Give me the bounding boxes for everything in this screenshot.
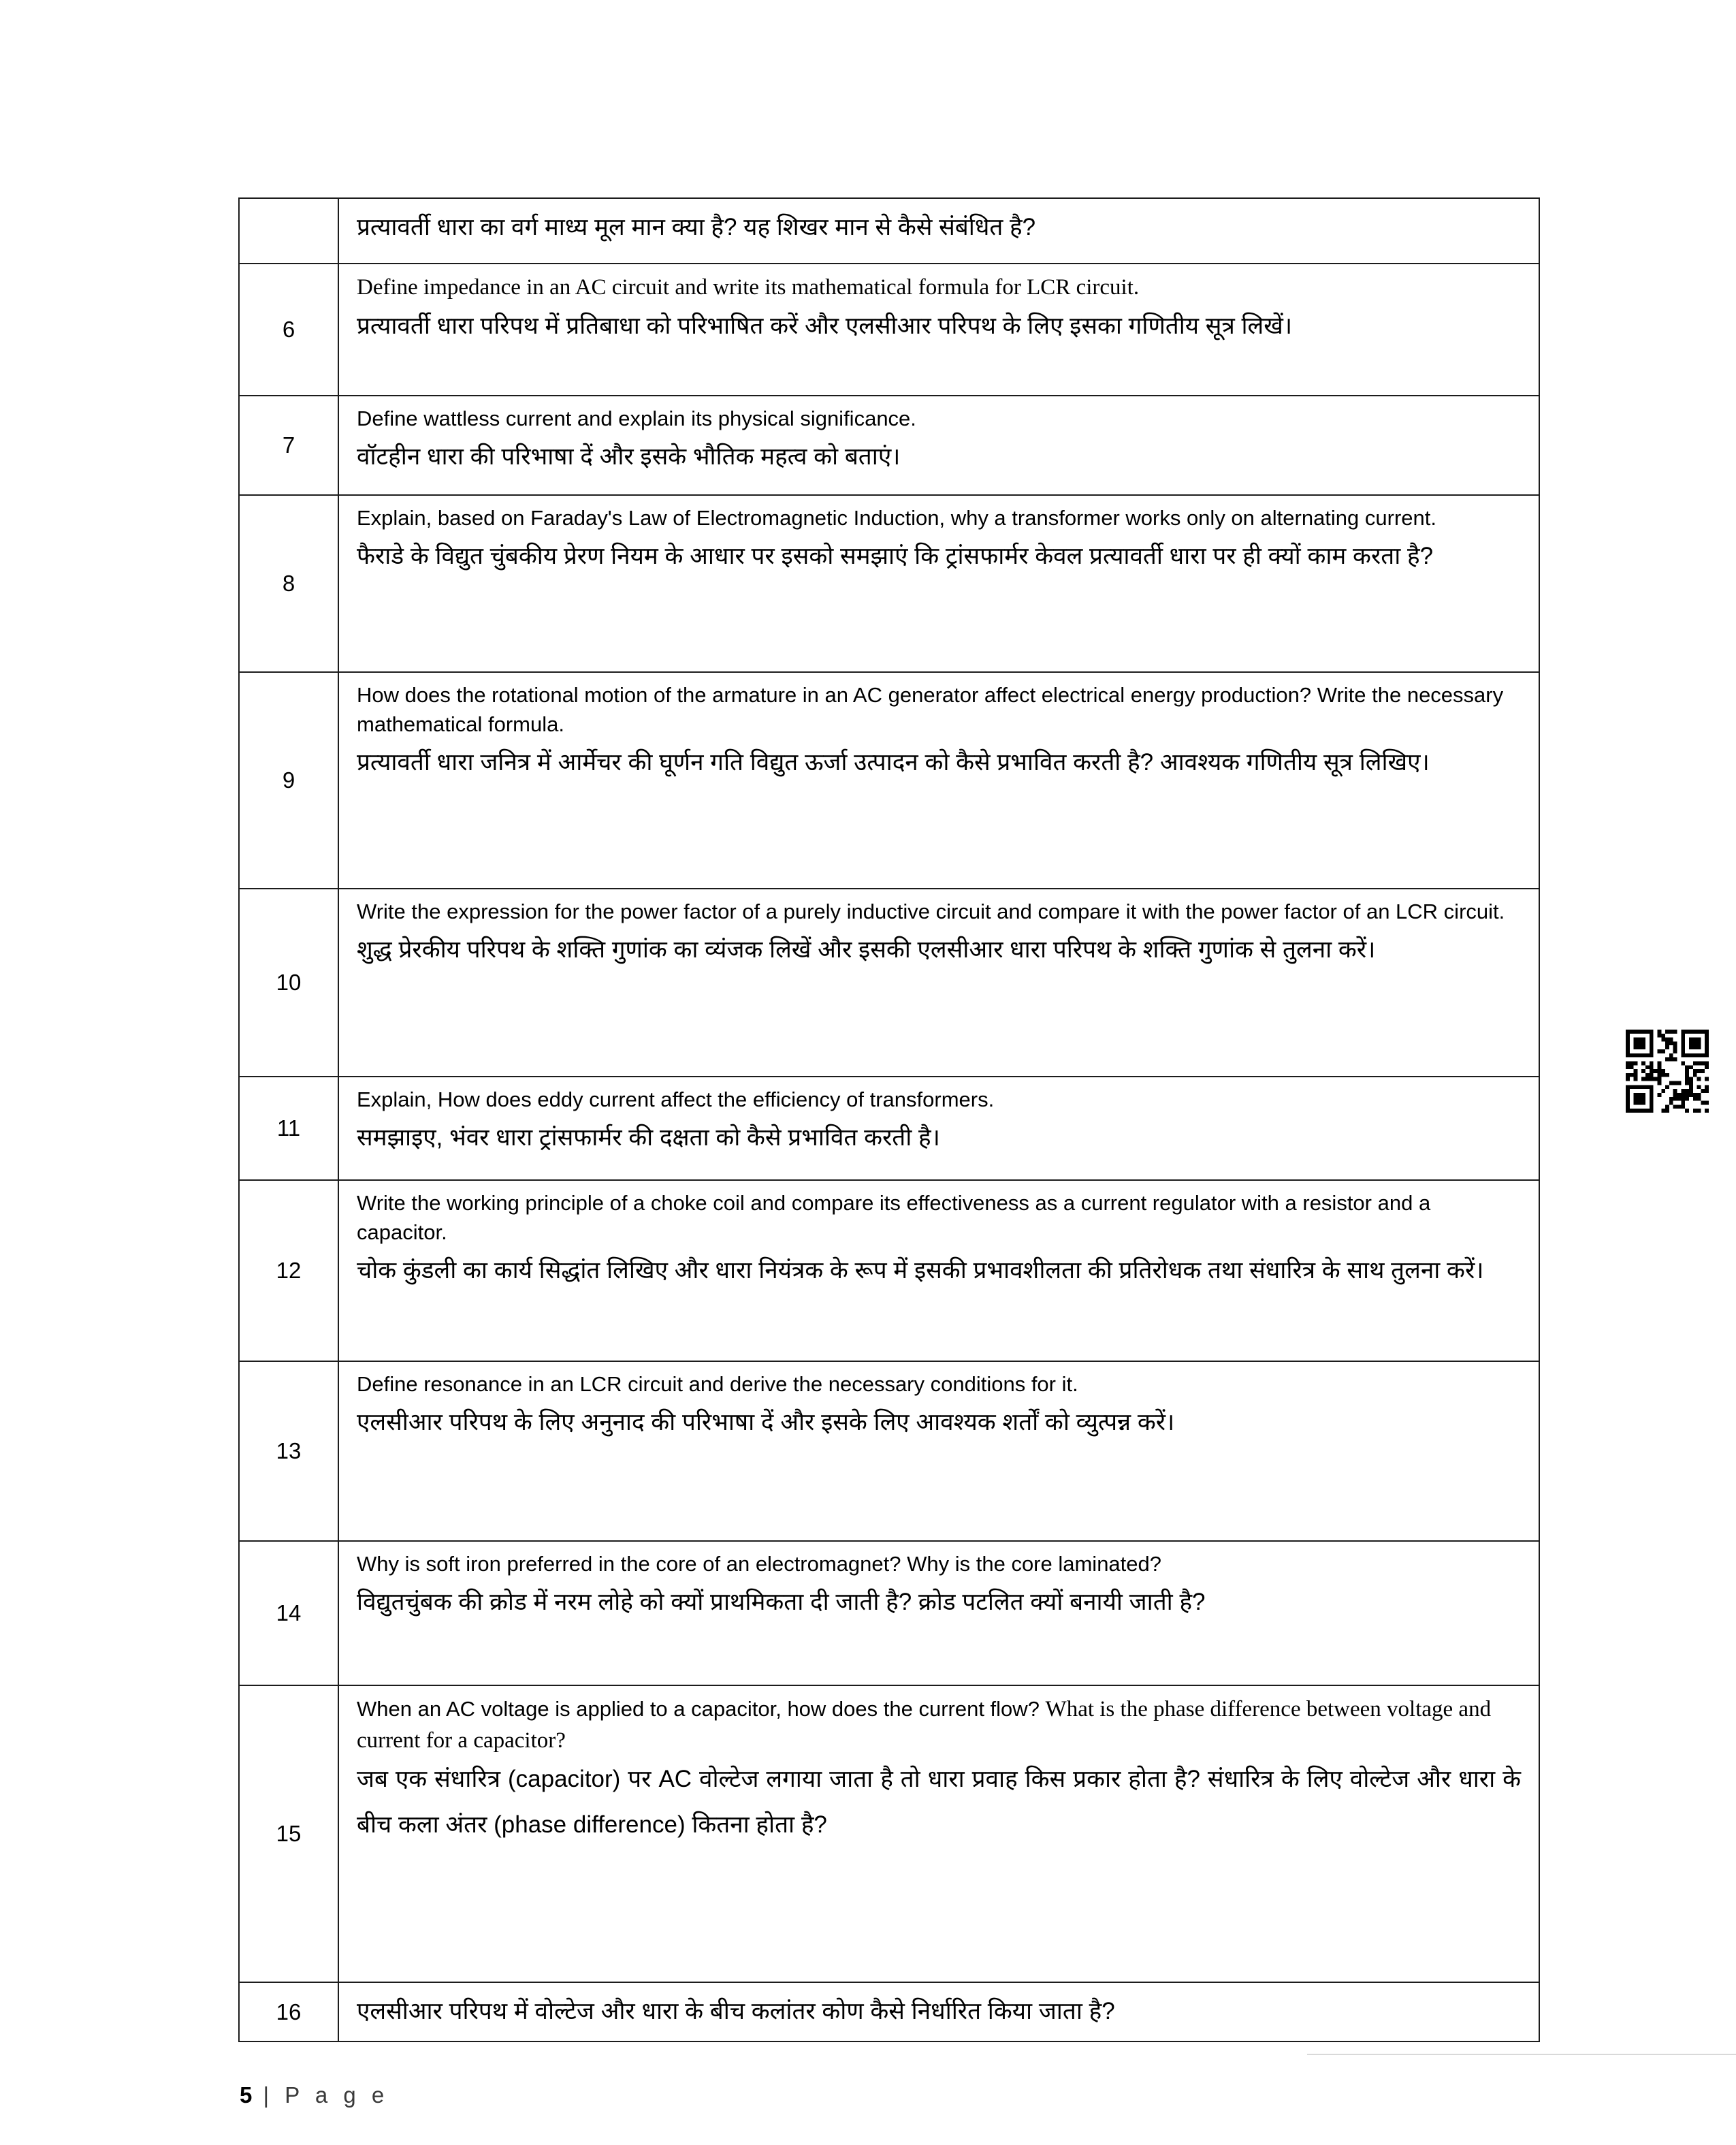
question-content xyxy=(339,1542,1539,1685)
table-row xyxy=(240,496,1539,673)
question-text: शुद्ध प्रेरकीय परिपथ के शक्ति गुणांक का व्यंजक लिखें और इसकी एलसीआर धारा परिपथ के शक्ति गुणांक से तुलना करें। xyxy=(357,936,1376,963)
question-text: Define resonance in an LCR circuit and derive the necessary conditions for it. xyxy=(357,1372,1078,1396)
question-content xyxy=(339,1686,1539,1982)
questions-table xyxy=(238,197,1540,2042)
table-row xyxy=(240,673,1539,889)
question-text: एलसीआर परिपथ के लिए अनुनाद की परिभाषा दें और इसके लिए आवश्यक शर्तों को व्युत्पन्न करें। xyxy=(357,1408,1175,1435)
table-row xyxy=(240,1983,1539,2042)
question-text: Write the expression for the power factor of a purely inductive circuit and compare it with the power factor of an LCR circuit. xyxy=(357,900,1505,923)
question-text: Write the working principle of a choke coil and compare its effectiveness as a current regulator with a resistor and a capacitor. xyxy=(357,1191,1431,1244)
table-row xyxy=(240,264,1539,396)
question-content xyxy=(339,673,1539,888)
question-text-segment: What is the phase difference between voltage and current for a capacitor? xyxy=(357,1697,1492,1753)
question-text: विद्युतचुंबक की क्रोड में नरम लोहे को क्यों प्राथमिकता दी जाती है? क्रोड पटलित क्यों बनायी जाती है? xyxy=(357,1588,1206,1615)
question-content xyxy=(339,889,1539,1076)
question-number: 9 xyxy=(240,673,339,888)
question-number: 16 xyxy=(240,1983,339,2041)
question-number xyxy=(240,199,339,263)
page-footer xyxy=(240,2082,389,2108)
page-footer-suffix: | P a g e xyxy=(252,2082,389,2108)
question-text: Explain, How does eddy current affect the efficiency of transformers. xyxy=(357,1087,995,1111)
footer-rule xyxy=(1307,2054,1736,2055)
question-text: फैराडे के विद्युत चुंबकीय प्रेरण नियम के आधार पर इसको समझाएं कि ट्रांसफार्मर केवल प्रत्यावर्ती धारा पर ही क्यों काम करता है? xyxy=(357,542,1434,569)
question-content xyxy=(339,199,1539,263)
table-row xyxy=(240,396,1539,496)
question-number: 8 xyxy=(240,496,339,671)
question-text: Why is soft iron preferred in the core of an electromagnet? Why is the core laminated? xyxy=(357,1552,1162,1576)
question-content xyxy=(339,1077,1539,1179)
table-row xyxy=(240,889,1539,1077)
page-number: 5 xyxy=(240,2082,253,2108)
question-number: 13 xyxy=(240,1362,339,1540)
question-content xyxy=(339,1181,1539,1361)
questions-table-body xyxy=(240,199,1539,2042)
question-content xyxy=(339,1362,1539,1540)
question-number: 11 xyxy=(240,1077,339,1179)
question-number: 10 xyxy=(240,889,339,1076)
question-text: प्रत्यावर्ती धारा जनित्र में आर्मेचर की घूर्णन गति विद्युत ऊर्जा उत्पादन को कैसे प्रभावित करती है? आवश्यक गणितीय सूत्र लिखिए। xyxy=(357,748,1430,776)
qr-code xyxy=(1626,1030,1709,1113)
question-text: समझाइए, भंवर धारा ट्रांसफार्मर की दक्षता को कैसे प्रभावित करती है। xyxy=(357,1124,940,1151)
question-text: Explain, based on Faraday's Law of Electromagnetic Induction, why a transformer works only on alternating current. xyxy=(357,506,1436,530)
question-content xyxy=(339,496,1539,671)
question-text: How does the rotational motion of the armature in an AC generator affect electrical energy production? Write the necessary mathematical formula. xyxy=(357,683,1504,736)
question-number: 7 xyxy=(240,396,339,494)
table-row xyxy=(240,1362,1539,1542)
question-content xyxy=(339,1983,1539,2041)
question-number: 14 xyxy=(240,1542,339,1685)
table-row xyxy=(240,1542,1539,1686)
question-text: प्रत्यावर्ती धारा परिपथ में प्रतिबाधा को परिभाषित करें और एलसीआर परिपथ के लिए इसका गणितीय सूत्र लिखें। xyxy=(357,312,1293,339)
table-row xyxy=(240,1181,1539,1362)
question-text: जब एक संधारित्र (capacitor) पर AC वोल्टेज लगाया जाता है तो धारा प्रवाह किस प्रकार होता है? संधारित्र के लिए वोल्टेज और धारा के बीच कला अंतर (phase difference) कितना होता है? xyxy=(357,1766,1521,1839)
question-text: Define wattless current and explain its physical significance. xyxy=(357,407,916,430)
question-text: वॉटहीन धारा की परिभाषा दें और इसके भौतिक महत्व को बताएं। xyxy=(357,443,901,470)
question-text-segment: When an AC voltage is applied to a capacitor, how does the current flow? xyxy=(357,1697,1046,1721)
question-content xyxy=(339,396,1539,494)
table-row xyxy=(240,199,1539,264)
table-row xyxy=(240,1077,1539,1181)
question-text: एलसीआर परिपथ में वोल्टेज और धारा के बीच कलांतर कोण कैसे निर्धारित किया जाता है? xyxy=(357,1998,1115,2024)
question-number: 6 xyxy=(240,264,339,395)
question-text: Define impedance in an AC circuit and write its mathematical formula for LCR circuit. xyxy=(357,275,1140,300)
question-number: 15 xyxy=(240,1686,339,1982)
table-row xyxy=(240,1686,1539,1983)
question-text: प्रत्यावर्ती धारा का वर्ग माध्य मूल मान क्या है? यह शिखर मान से कैसे संबंधित है? xyxy=(357,214,1036,240)
question-text: चोक कुंडली का कार्य सिद्धांत लिखिए और धारा नियंत्रक के रूप में इसकी प्रभावशीलता की प्रतिरोधक तथा संधारित्र के साथ तुलना करें। xyxy=(357,1256,1484,1284)
question-content xyxy=(339,264,1539,395)
question-number: 12 xyxy=(240,1181,339,1361)
question-text xyxy=(357,1691,1521,1756)
